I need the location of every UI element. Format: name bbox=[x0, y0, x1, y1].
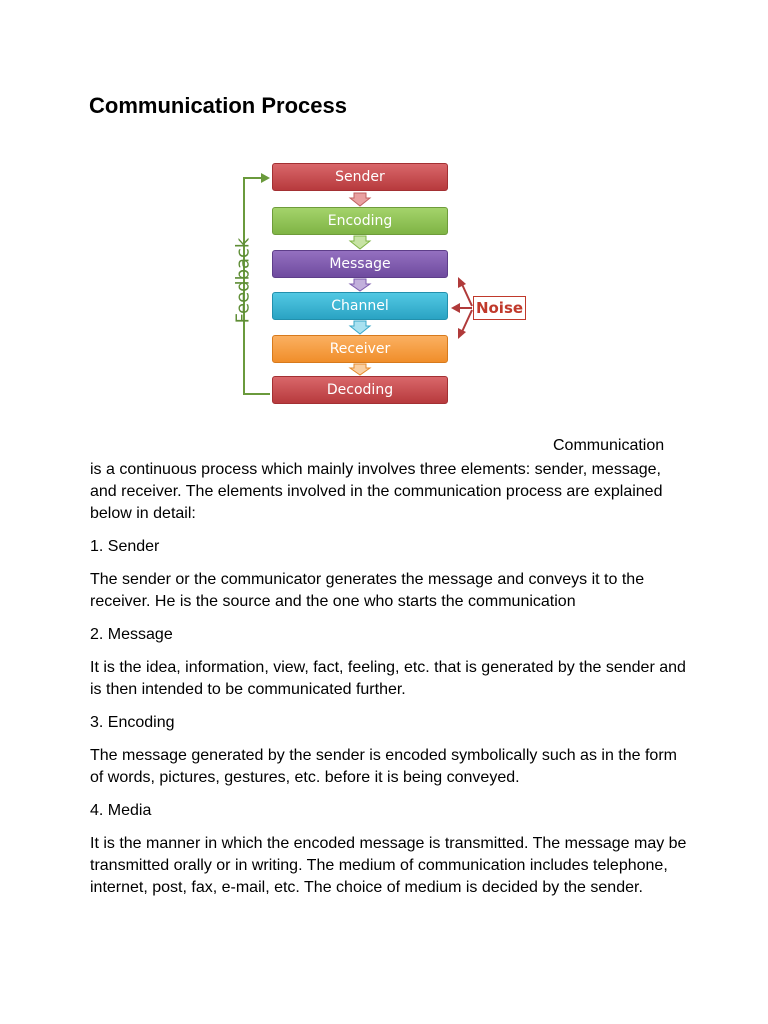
down-arrow-icon bbox=[350, 193, 370, 206]
section-heading: 2. Message bbox=[90, 626, 173, 643]
diagram-connectors bbox=[220, 160, 540, 410]
box-message: Message bbox=[272, 250, 448, 278]
noise-arrowhead bbox=[451, 303, 460, 313]
intro-paragraph: is a continuous process which mainly involves three elements: sender, message, and receiver. The elements involved in the communication process are explained below in detail: bbox=[90, 461, 663, 522]
section-heading: 4. Media bbox=[90, 802, 152, 819]
box-encoding: Encoding bbox=[272, 207, 448, 235]
section-text: It is the idea, information, view, fact, feeling, etc. that is generated by the sender and is then intended to be communicated further. bbox=[90, 659, 686, 698]
section-text: It is the manner in which the encoded message is transmitted. The message may be transmitted orally or in writing. The medium of communication includes telephone, internet, post, fax, e-mail, etc. The choice of medium is decided by the sender. bbox=[90, 835, 687, 896]
intro-first-word: Communication bbox=[553, 437, 665, 454]
down-arrow-icon bbox=[350, 279, 370, 291]
down-arrow-icon bbox=[350, 364, 370, 375]
section-text: The sender or the communicator generates the message and conveys it to the receiver. He is the source and the one who starts the communication bbox=[90, 571, 645, 610]
noise-label: Noise bbox=[473, 296, 526, 320]
feedback-label: Feedback bbox=[232, 237, 254, 324]
section-text: The message generated by the sender is encoded symbolically such as in the form of words, pictures, gestures, etc. before it is being conveyed. bbox=[90, 747, 677, 786]
box-channel: Channel bbox=[272, 292, 448, 320]
feedback-arrowhead bbox=[261, 173, 270, 183]
down-arrow-icon bbox=[350, 321, 370, 334]
section-heading: 1. Sender bbox=[90, 538, 160, 555]
down-arrow-icon bbox=[350, 236, 370, 249]
box-decoding: Decoding bbox=[272, 376, 448, 404]
box-sender: Sender bbox=[272, 163, 448, 191]
page-title: Communication Process bbox=[89, 93, 347, 118]
section-heading: 3. Encoding bbox=[90, 714, 175, 731]
communication-process-diagram bbox=[220, 160, 540, 410]
body-text bbox=[90, 459, 690, 910]
box-receiver: Receiver bbox=[272, 335, 448, 363]
